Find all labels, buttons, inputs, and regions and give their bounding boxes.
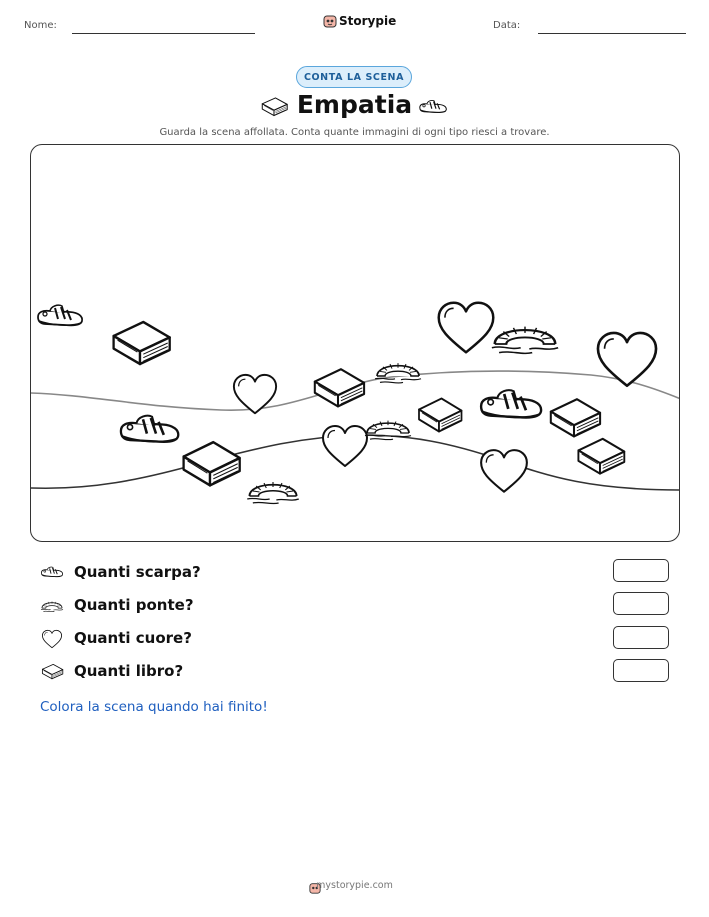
bridge-icon (365, 421, 411, 440)
answer-box-hearts[interactable] (613, 626, 669, 649)
heart-icon (40, 629, 64, 649)
sandal-icon (481, 390, 541, 417)
bridge-icon (247, 482, 299, 504)
date-field[interactable] (538, 33, 686, 34)
answer-box-books[interactable] (613, 659, 669, 682)
instructions: Guarda la scena affollata. Conta quante immagini di ogni tipo riesci a trovare. (159, 127, 550, 138)
sandal-icon (418, 95, 448, 117)
sandal-icon (40, 563, 64, 580)
question-hearts: Quanti cuore? (74, 629, 192, 647)
book-icon (578, 439, 624, 474)
bridge-icon (492, 327, 558, 354)
question-shoes: Quanti scarpa? (74, 563, 201, 581)
book-icon (551, 399, 600, 436)
scene-drawing (31, 145, 680, 542)
bridge-icon (375, 363, 421, 383)
question-bridges: Quanti ponte? (74, 596, 194, 614)
activity-badge: CONTA LA SCENA (296, 66, 412, 88)
heart-icon (323, 426, 367, 466)
sandal-icon (38, 305, 82, 325)
heart-icon (439, 303, 494, 353)
book-icon (114, 322, 170, 364)
storypie-mascot-icon (323, 13, 337, 27)
page-title: Empatia (296, 90, 413, 119)
sandal-icon (121, 416, 178, 442)
question-books: Quanti libro? (74, 662, 184, 680)
book-icon (40, 662, 64, 680)
name-label: Nome: (24, 20, 57, 31)
bridge-icon (40, 596, 64, 613)
footer-url: mystorypie.com (316, 880, 393, 891)
heart-icon (481, 450, 527, 492)
book-icon (315, 369, 364, 406)
answer-box-shoes[interactable] (613, 559, 669, 582)
answer-box-bridges[interactable] (613, 592, 669, 615)
date-label: Data: (493, 20, 521, 31)
book-icon (184, 442, 240, 485)
brand-logo-text: Storypie (339, 14, 397, 28)
counting-scene (30, 144, 680, 542)
book-icon (419, 399, 462, 432)
closing-note: Colora la scena quando hai finito! (40, 699, 268, 715)
name-field[interactable] (72, 33, 255, 34)
